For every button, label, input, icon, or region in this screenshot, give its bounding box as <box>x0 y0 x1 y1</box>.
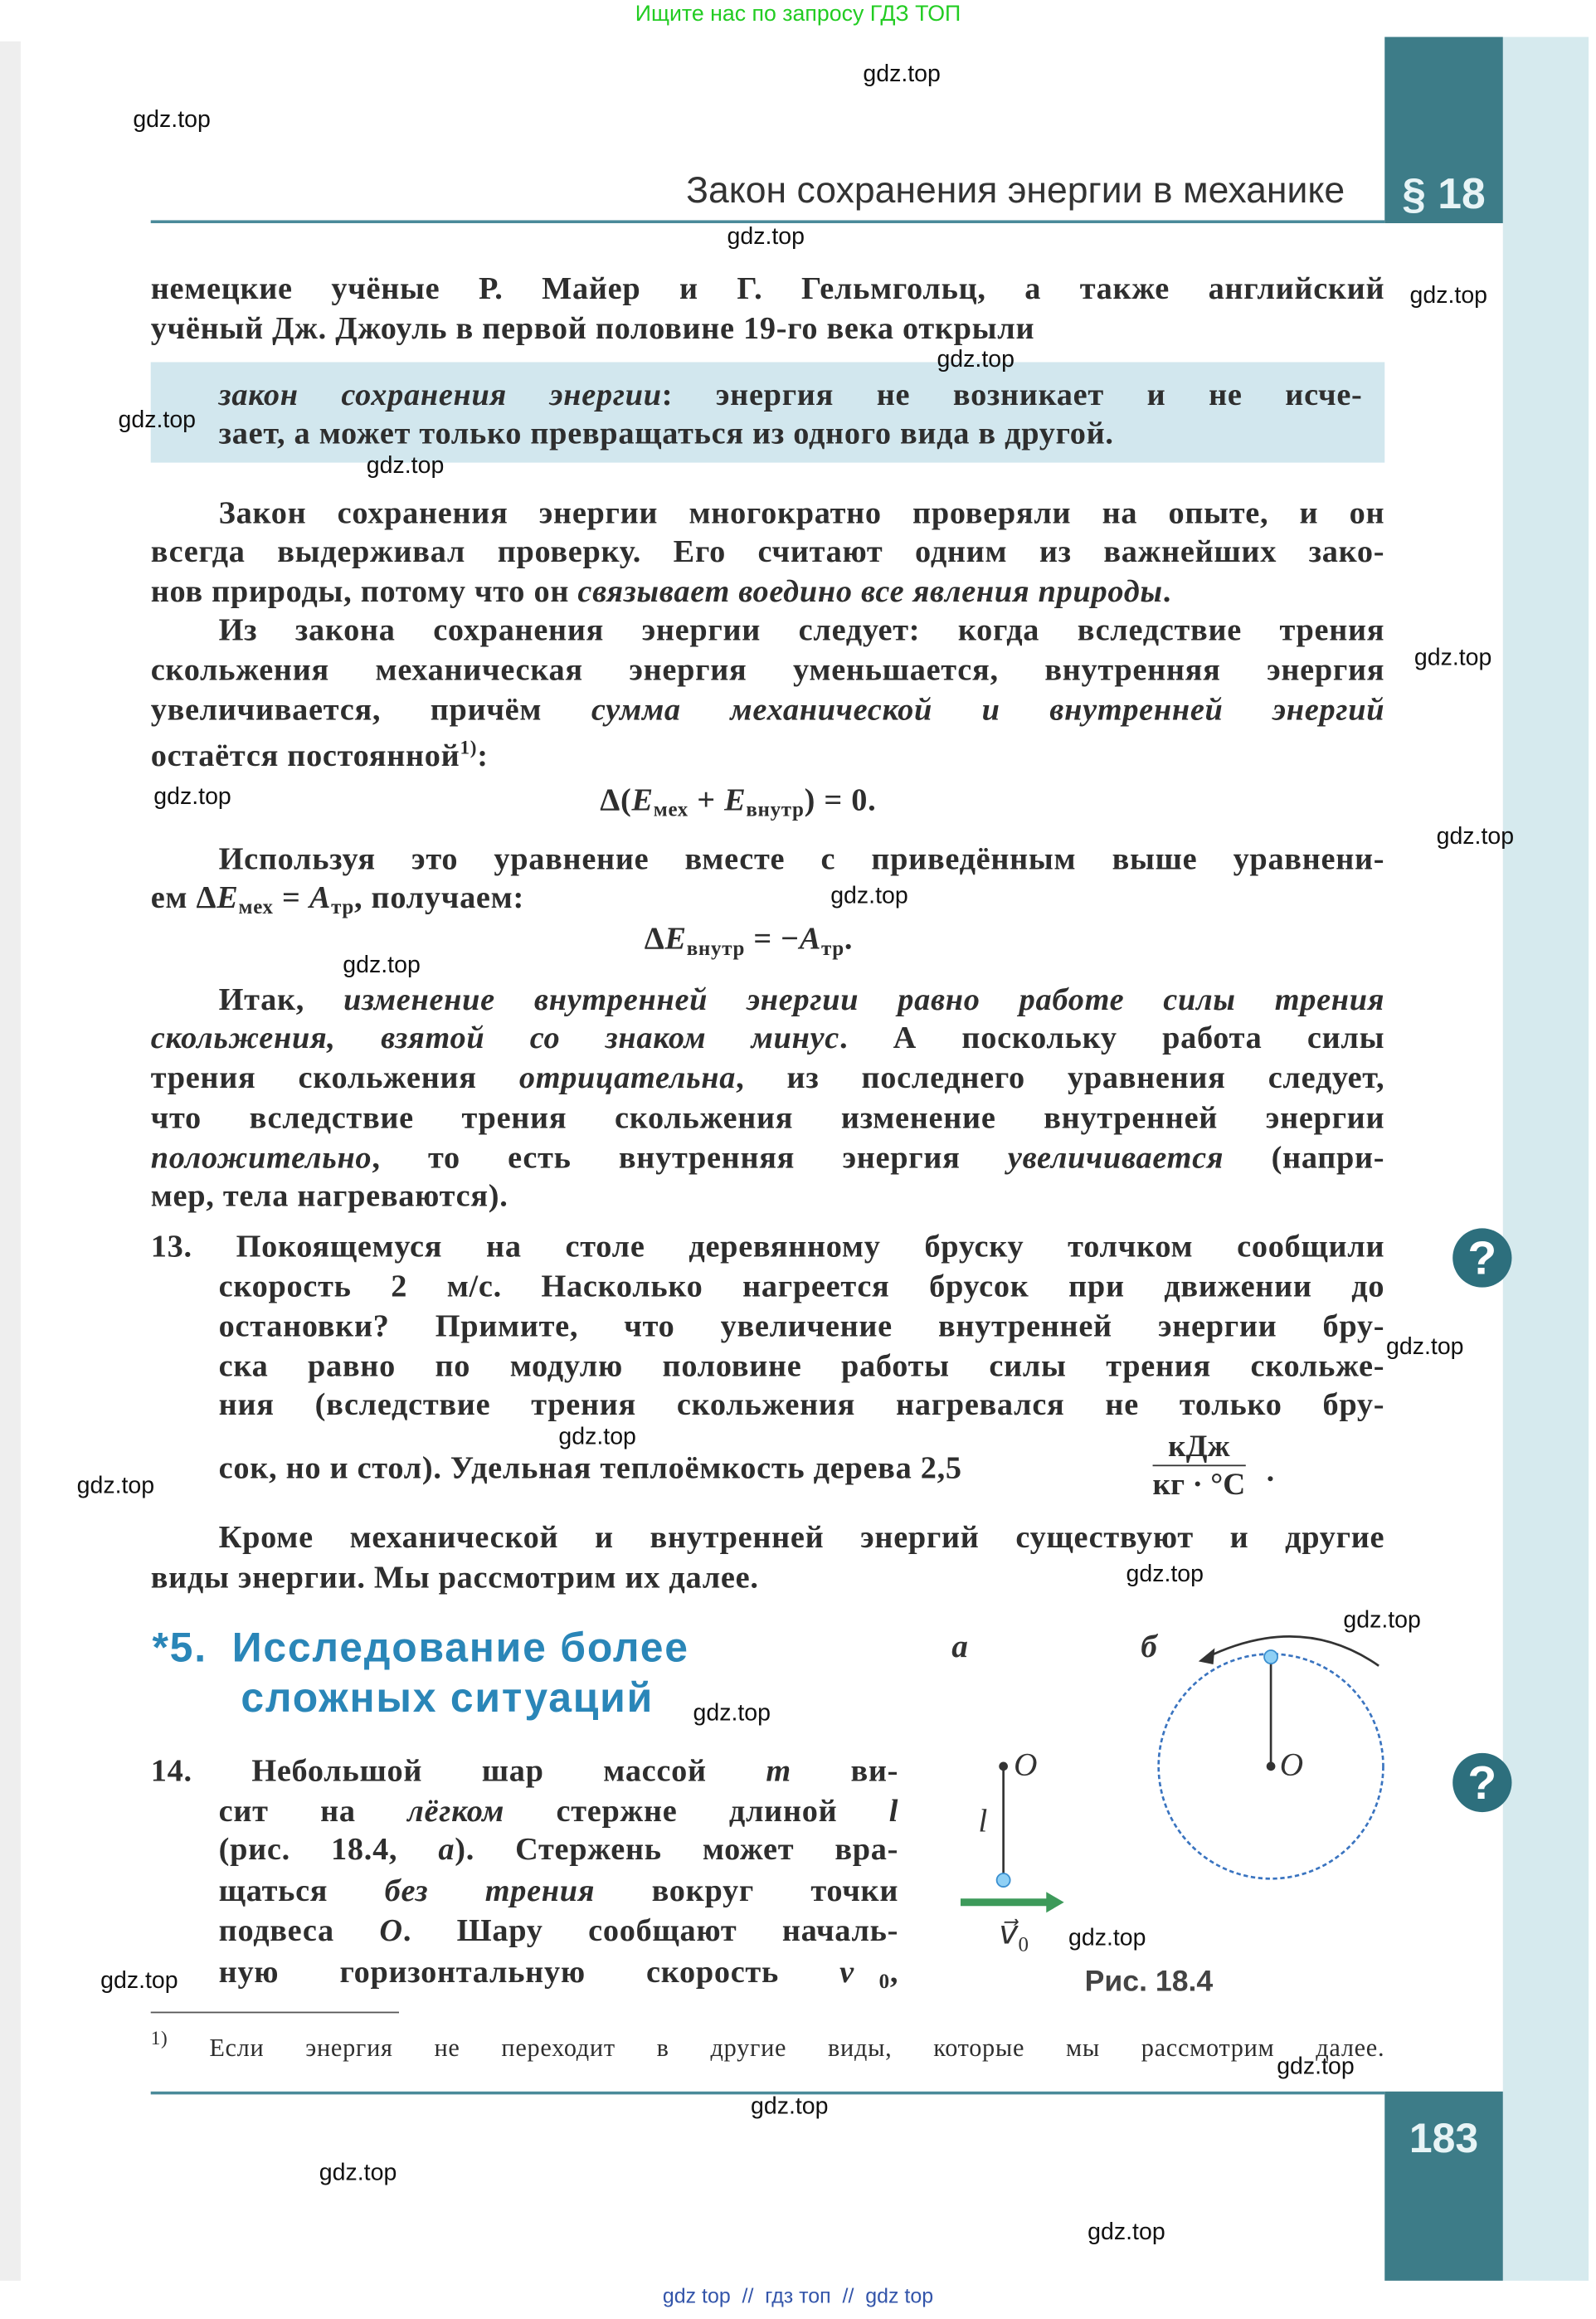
heading-number: *5. <box>152 1624 207 1671</box>
text-segment: сит на <box>218 1792 408 1829</box>
watermark-text: gdz.top <box>319 2161 397 2186</box>
text-segment: связывает воедино все явления природы <box>577 573 1163 609</box>
text-segment: 14. Небольшой шар массой <box>150 1752 766 1789</box>
text-segment: изменение внутренней энергии равно работе силы трения <box>343 981 1385 1017</box>
text-segment: 1) <box>460 736 478 758</box>
text-segment: A <box>309 879 332 915</box>
text-line <box>151 728 489 774</box>
watermark-text: gdz.top <box>133 108 211 134</box>
text-line <box>219 611 1385 649</box>
heading-line1: Исследование более <box>231 1624 689 1671</box>
text-segment: трения скольжения <box>150 1060 519 1096</box>
text-segment: виды энергии. Мы рассмотрим их далее. <box>150 1559 759 1596</box>
text-line <box>151 309 1035 347</box>
section-number: § 18 <box>1402 171 1486 219</box>
text-segment: скорость 2 м/с. Насколько нагреется брусок при движении до <box>218 1268 1385 1304</box>
text-segment: = <box>273 879 309 915</box>
text-segment: : энергия не возникает и не исче- <box>661 377 1363 413</box>
text-segment: (напри- <box>1224 1139 1385 1176</box>
text-segment: нов природы, потому что он <box>150 573 578 609</box>
pivot-a <box>999 1762 1008 1771</box>
watermark-text: gdz.top <box>118 407 197 433</box>
text-segment: l <box>888 1792 899 1829</box>
watermark-text: gdz.top <box>863 61 941 88</box>
watermark-text: gdz.top <box>1414 646 1492 671</box>
text-segment: ). Стержень может вра- <box>455 1831 899 1868</box>
text-segment: ска равно по модулю половине работы силы трения скольже- <box>218 1347 1385 1384</box>
page-edge <box>0 41 21 2281</box>
rotation-arrowhead <box>1199 1648 1215 1664</box>
watermark-text: gdz.top <box>1409 284 1488 309</box>
text-segment: подвеса <box>218 1912 380 1948</box>
text-line <box>151 2019 1385 2068</box>
text-segment: Δ( <box>600 782 632 818</box>
figure-18-4 <box>931 1619 1418 1974</box>
text-line <box>151 1018 1385 1056</box>
watermark-text: gdz.top <box>1277 2054 1355 2080</box>
text-segment: учёный Дж. Джоуль в первой половине 19-го века открыли <box>150 310 1035 346</box>
watermark-text: gdz.top <box>1343 1608 1421 1634</box>
text-segment: тр <box>331 897 354 920</box>
text-segment: : <box>477 737 489 773</box>
text-segment: 0 <box>878 1971 890 1995</box>
chapter-title: Закон сохранения энергии в механике <box>686 169 1345 212</box>
page-number-box <box>1384 2092 1503 2281</box>
text-line <box>219 1791 898 1829</box>
text-segment: E <box>724 782 747 818</box>
text-segment: сок, но и стол). Удельная теплоёмкость дерева 2,5 <box>218 1449 962 1486</box>
text-line <box>219 1347 1385 1385</box>
rotation-arrow <box>1204 1636 1379 1665</box>
fraction-denominator: кг · °C <box>1152 1466 1246 1502</box>
text-segment: = − <box>745 920 800 957</box>
text-segment: , <box>889 1954 899 1990</box>
watermark-text: gdz.top <box>1126 1562 1204 1588</box>
watermark-text: gdz.top <box>750 2094 829 2120</box>
text-segment: остановки? Примите, что увеличение внутренней энергии бру- <box>218 1308 1385 1344</box>
section-heading <box>152 1623 689 1723</box>
text-segment: скольжения механическая энергия уменьшается, внутренняя энергия <box>150 651 1385 688</box>
text-segment: ) = 0. <box>804 782 877 818</box>
text-segment: Если энергия не переходит в другие виды, которые мы рассмотрим далее. <box>168 2034 1385 2063</box>
text-segment: E <box>631 782 654 818</box>
text-segment: скольжения, взятой со знаком минус <box>150 1020 840 1055</box>
text-segment: . Шару сообщают началь- <box>402 1912 899 1948</box>
heading-line2: сложных ситуаций <box>241 1674 654 1721</box>
text-segment: без трения <box>384 1873 596 1908</box>
text-line <box>219 1307 1385 1345</box>
text-line <box>151 1227 1385 1265</box>
text-line <box>151 878 524 928</box>
text-line <box>219 980 1385 1018</box>
text-segment: ви- <box>791 1752 899 1789</box>
text-segment: Кроме механической и внутренней энергий существуют и другие <box>218 1519 1385 1556</box>
text-segment: вокруг точки <box>595 1873 899 1908</box>
bottom-footer[interactable]: gdz top // гдз топ // gdz top <box>662 2283 934 2307</box>
text-segment: 1) <box>150 2026 168 2049</box>
watermark-text: gdz.top <box>76 1474 155 1499</box>
text-line <box>219 1449 962 1487</box>
velocity-subscript: 0 <box>1018 1933 1029 1956</box>
side-strip <box>1503 37 1589 2281</box>
text-segment: зает, а может только превращаться из одного вида в другой. <box>218 415 1114 451</box>
text-line <box>151 1177 508 1215</box>
text-line <box>151 1099 1385 1137</box>
watermark-text: gdz.top <box>153 784 231 811</box>
text-segment: , получаем: <box>353 879 524 915</box>
text-segment: увеличивается, причём <box>150 691 591 728</box>
footnote-rule <box>151 2012 399 2014</box>
pivot-label-a: O <box>1014 1747 1038 1783</box>
text-segment: лёгком <box>407 1792 505 1829</box>
text-line <box>219 414 1114 452</box>
length-label: l <box>978 1803 988 1839</box>
text-segment: внутр <box>686 938 746 961</box>
text-line <box>219 1385 1385 1423</box>
watermark-text: gdz.top <box>1386 1334 1464 1360</box>
figure-caption: Рис. 18.4 <box>1084 1966 1214 1999</box>
text-line <box>151 690 1385 728</box>
text-line <box>151 1138 1385 1177</box>
watermark-text: gdz.top <box>366 453 445 480</box>
watermark-text: gdz.top <box>558 1425 636 1450</box>
text-segment: закон сохранения энергии <box>218 377 662 413</box>
watermark-text: gdz.top <box>1436 825 1515 850</box>
velocity-symbol: v⃗ <box>999 1915 1019 1951</box>
text-segment: A <box>799 920 822 957</box>
text-segment: ния (вследствие трения скольжения нагревался не только бру- <box>218 1386 1385 1422</box>
text-line <box>219 1871 898 1909</box>
text-segment: O <box>379 1912 403 1948</box>
text-segment: Используя это уравнение вместе с приведённым выше уравнени- <box>218 840 1385 877</box>
watermark-text: gdz.top <box>1068 1926 1146 1951</box>
text-segment: Закон сохранения энергии многократно проверяли на опыте, и он <box>218 494 1385 531</box>
fraction-numerator: кДж <box>1153 1428 1246 1466</box>
text-segment: (рис. 18.4, <box>218 1831 439 1868</box>
text-line <box>219 494 1385 532</box>
question-icon[interactable]: ? <box>1452 1753 1511 1812</box>
text-line <box>151 532 1385 570</box>
top-banner[interactable]: Ищите нас по запросу ГДЗ ТОП <box>635 1 961 27</box>
pivot-label-b: O <box>1279 1747 1304 1783</box>
text-segment: ную горизонтальную скорость <box>218 1954 840 1990</box>
text-segment: мер, тела нагреваются). <box>150 1177 508 1214</box>
section-badge <box>1384 37 1503 223</box>
text-segment: E <box>664 920 687 957</box>
fraction <box>1153 1428 1246 1503</box>
text-segment: а <box>438 1831 455 1868</box>
text-segment: . А поскольку работа силы <box>839 1020 1385 1055</box>
text-line <box>219 1952 898 2003</box>
question-icon[interactable]: ? <box>1452 1228 1511 1287</box>
text-line <box>219 1829 898 1868</box>
text-segment: внутр <box>746 799 805 822</box>
watermark-text: gdz.top <box>693 1701 771 1727</box>
text-segment: . <box>844 920 854 957</box>
text-line <box>151 269 1385 307</box>
text-segment: тр <box>821 938 844 961</box>
text-segment: , из последнего уравнения следует, <box>736 1060 1385 1096</box>
figure-label-b: б <box>1141 1629 1157 1665</box>
page-number: 183 <box>1409 2115 1479 2161</box>
watermark-text: gdz.top <box>937 347 1015 373</box>
pivot-b <box>1267 1762 1276 1771</box>
text-segment: всегда выдерживал проверку. Его считают одним из важнейших зако- <box>150 533 1385 569</box>
text-segment: мех <box>238 897 274 920</box>
text-segment: положительно <box>150 1139 372 1176</box>
text-segment: m <box>766 1752 791 1789</box>
watermark-text: gdz.top <box>343 953 421 979</box>
text-segment: щаться <box>218 1873 385 1908</box>
text-segment: остаётся постоянной <box>150 737 460 773</box>
text-line <box>219 1911 898 1949</box>
watermark-text: gdz.top <box>727 224 805 251</box>
text-line <box>151 1059 1385 1097</box>
text-segment: Из закона сохранения энергии следует: когда вследствие трения <box>218 611 1385 648</box>
text-segment: мех <box>653 799 689 822</box>
text-line <box>219 375 1363 413</box>
text-segment: немецкие учёные Р. Майер и Г. Гельмгольц, а также английский <box>150 270 1385 306</box>
text-segment: стержне длиной <box>504 1792 889 1829</box>
text-segment: + <box>688 782 725 818</box>
text-line <box>600 781 876 831</box>
text-line <box>645 919 853 970</box>
text-segment: что вследствие трения скольжения изменение внутренней энергии <box>150 1099 1385 1136</box>
text-segment: v⃗ <box>839 1954 879 1990</box>
text-segment: . <box>1162 573 1172 609</box>
text-segment: Итак, <box>218 981 344 1017</box>
header-rule <box>151 220 1385 223</box>
fraction-tail: . <box>1266 1453 1275 1488</box>
watermark-text: gdz.top <box>830 884 908 909</box>
text-segment: отрицательна <box>518 1060 737 1096</box>
ball-a <box>997 1873 1010 1887</box>
text-segment: сумма механической и внутренней энергий <box>591 691 1385 728</box>
text-line <box>151 1751 898 1790</box>
text-segment: E <box>217 879 239 915</box>
text-segment: 13. Покоящемуся на столе деревянному бруску толчком сообщили <box>150 1228 1385 1264</box>
figure-label-a: а <box>951 1629 968 1665</box>
text-segment: увеличивается <box>1007 1139 1224 1176</box>
text-segment: ем Δ <box>150 879 217 915</box>
text-line <box>151 650 1385 689</box>
velocity-arrowhead <box>1046 1892 1063 1912</box>
text-line <box>219 840 1385 878</box>
watermark-text: gdz.top <box>1088 2219 1165 2246</box>
text-segment: Δ <box>644 920 665 957</box>
text-segment: , то есть внутренняя энергия <box>372 1139 1008 1176</box>
text-line <box>151 572 1171 610</box>
ball-b <box>1264 1650 1277 1664</box>
text-line <box>219 1518 1385 1557</box>
velocity-label <box>999 1916 1029 1956</box>
watermark-text: gdz.top <box>100 1968 178 1995</box>
text-line <box>151 1558 759 1596</box>
text-line <box>219 1267 1385 1305</box>
